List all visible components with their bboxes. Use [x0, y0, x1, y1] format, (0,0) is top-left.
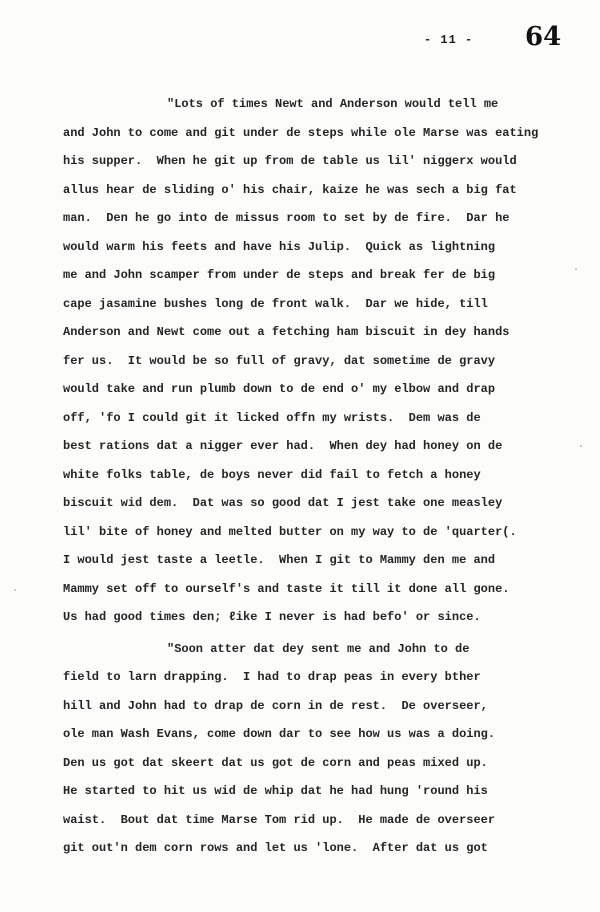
scan-speck — [575, 268, 577, 270]
page-marker: - 11 - — [424, 33, 474, 47]
text-line: "Soon atter dat dey sent me and John to de — [167, 641, 470, 656]
text-line: and John to come and git under de steps while ole Marse was eating — [63, 125, 539, 140]
text-line: would warm his feets and have his Julip. Quick as lightning — [63, 239, 496, 254]
text-line: Den us got dat skeert dat us got de corn and peas mixed up. — [63, 755, 488, 770]
text-line: me and John scamper from under de steps and break fer de big — [63, 268, 496, 282]
text-line: He started to hit us wid de whip dat he had hung 'round his — [63, 784, 488, 798]
text-line: biscuit wid dem. Dat was so good dat I jest take one measley — [63, 496, 503, 510]
document-body — [63, 90, 563, 863]
text-line: I would jest taste a leetle. When I git to Mammy den me and — [63, 553, 496, 567]
text-line: best rations dat a nigger ever had. When dey had honey on de — [63, 439, 503, 453]
text-line: git out'n dem corn rows and let us 'lone. After dat us got — [63, 841, 488, 855]
text-line: fer us. It would be so full of gravy, dat sometime de gravy — [63, 353, 496, 368]
text-line: "Lots of times Newt and Anderson would tell me — [167, 97, 499, 111]
text-line: hill and John had to drap de corn in de rest. De overseer, — [63, 698, 488, 713]
text-line: Us had good times den; ℓike I never is had befo' or since. — [63, 610, 481, 624]
paragraph-1 — [63, 90, 563, 632]
text-line: man. Den he go into de missus room to set by de fire. Dar he — [63, 211, 510, 225]
text-line: field to larn drapping. I had to drap peas in every bther — [63, 670, 481, 684]
text-line: waist. Bout dat time Marse Tom rid up. He made de overseer — [63, 812, 496, 827]
paragraph-2 — [63, 635, 563, 863]
text-line: ole man Wash Evans, come down dar to see how us was a doing. — [63, 727, 496, 741]
text-line: Mammy set off to ourself's and taste it till it done all gone. — [63, 581, 510, 596]
scan-speck — [580, 445, 582, 447]
text-line: his supper. When he git up from de table us lil' niggerx would — [63, 154, 517, 168]
scan-speck — [108, 333, 110, 335]
text-line: off, 'fo I could git it licked offn my wrists. Dem was de — [63, 410, 481, 425]
text-line: cape jasamine bushes long de front walk. Dar we hide, till — [63, 296, 488, 311]
text-line: lil' bite of honey and melted butter on my way to de 'quarter(. — [63, 524, 517, 539]
text-line: allus hear de sliding o' his chair, kaize he was sech a big fat — [63, 182, 517, 197]
scan-speck — [14, 589, 16, 591]
text-line: white folks table, de boys never did fail to fetch a honey — [63, 467, 481, 482]
folio-number: 64 — [525, 22, 562, 52]
text-line: Anderson and Newt come out a fetching ham biscuit in dey hands — [63, 325, 510, 339]
text-line: would take and run plumb down to de end o' my elbow and drap — [63, 382, 496, 396]
